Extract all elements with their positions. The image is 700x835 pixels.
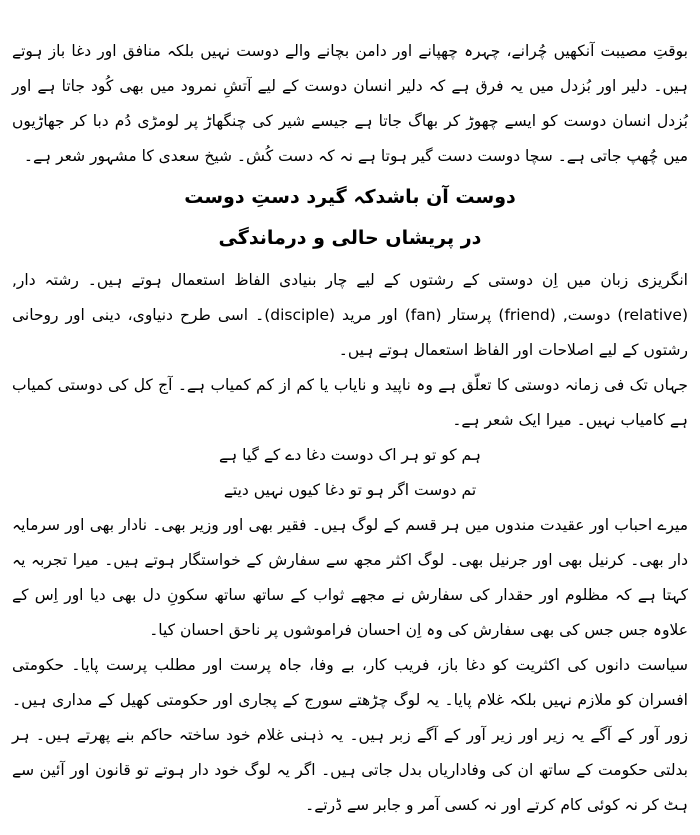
paragraph-politicians: سیاست دانوں کی اکثریت کو دغا باز، فریب کار، بے وفا، جاہ پرست اور مطلب پرست پایا۔ حکومتی افسران کو ملازم نہیں بلکہ غلام پایا۔ یہ لوگ چڑھتے سورج کے پجاری اور حکومتی کھیل کے مداری ہیں۔ زور آور کے آگے یہ زیر اور زیر آور کے آگے زبر ہیں۔ یہ ذہنی غلام خود ساختہ حاکم بنے پھرتے ہیں۔ ہر بدلتی حکومت کے ساتھ ان کی وفاداریاں بدل جاتی ہیں۔ اگر یہ لوگ خود دار ہوتے تو قانون اور آئین سے ہٹ کر نہ کوئی کام کرتے اور نہ کسی آمر و جابر سے ڈرتے۔ (12, 656, 688, 814)
paragraph-friends-and-admirers: میرے احباب اور عقیدت مندوں میں ہر قسم کے لوگ ہیں۔ فقیر بھی اور وزیر بھی۔ نادار بھی اور سرمایہ دار بھی۔ کرنیل بھی اور جرنیل بھی۔ لوگ اکثر مجھ سے سفارش کے خواستگار ہوتے ہیں۔ میرا تجربہ یہ کہتا ہے کہ مظلوم اور حقدار کی سفارش نے مجھے ثواب کے ساتھ ساتھ سکونِ دل بھی دیا اور اِس کے علاوہ جس جس کی بھی سفارش کی وہ اِن احسان فراموشوں پر ناحق احسان کیا۔ (12, 516, 688, 639)
paragraph-english-terms: انگریزی زبان میں اِن دوستی کے رشتوں کے لیے چار بنیادی الفاظ استعمال ہوتے ہیں۔ رشتہ دار, (relative) دوست, (friend) پرستار (fan) اور مرید (disciple)۔ اسی طرح دنیاوی، دینی اور روحانی رشتوں کے لیے اصلاحات اور الفاظ استعمال ہوتے ہیں۔ (12, 271, 688, 359)
saadi-couplet-line-1: دوست آن باشدکہ گیرد دستِ دوست (184, 186, 516, 208)
author-sher-line-2: تم دوست اگر ہو تو دغا کیوں نہیں دیتے (223, 481, 477, 499)
paragraph-friendship-rarity: جہاں تک فی زمانہ دوستی کا تعلّق ہے وہ ناپید و نایاب یا کم از کم کمیاب ہے۔ آج کل کی دوستی کمیاب ہے کامیاب نہیں۔ میرا ایک شعر ہے۔ (12, 376, 688, 429)
saadi-couplet (12, 177, 688, 259)
author-sher-line-1: ہم کو تو ہر اک دوست دغا دے کے گیا ہے (219, 446, 481, 464)
saadi-couplet-line-2: در پریشاں حالی و درماندگی (218, 227, 482, 249)
paragraph-intro: بوقتِ مصیبت آنکھیں چُرانے، چہرہ چھپانے اور دامن بچانے والے دوست نہیں بلکہ منافق اور دغا باز ہوتے ہیں۔ دلیر اور بُزدل میں یہ فرق ہے کہ دلیر انسان دوست کے لیے آتشِ نمرود میں بھی کُود جاتا ہے اور بُزدل انسان دوست کو ایسے چھوڑ کر بھاگ جاتا ہے جیسے شیر کی چنگھاڑ پر لومڑی دُم دبا کر جھاڑیوں میں چُھپ جاتی ہے۔ سچا دوست دست گیر ہوتا ہے نہ کہ دست کُش۔ شیخ سعدی کا مشہور شعر ہے۔ (12, 42, 688, 165)
author-sher (12, 438, 688, 508)
